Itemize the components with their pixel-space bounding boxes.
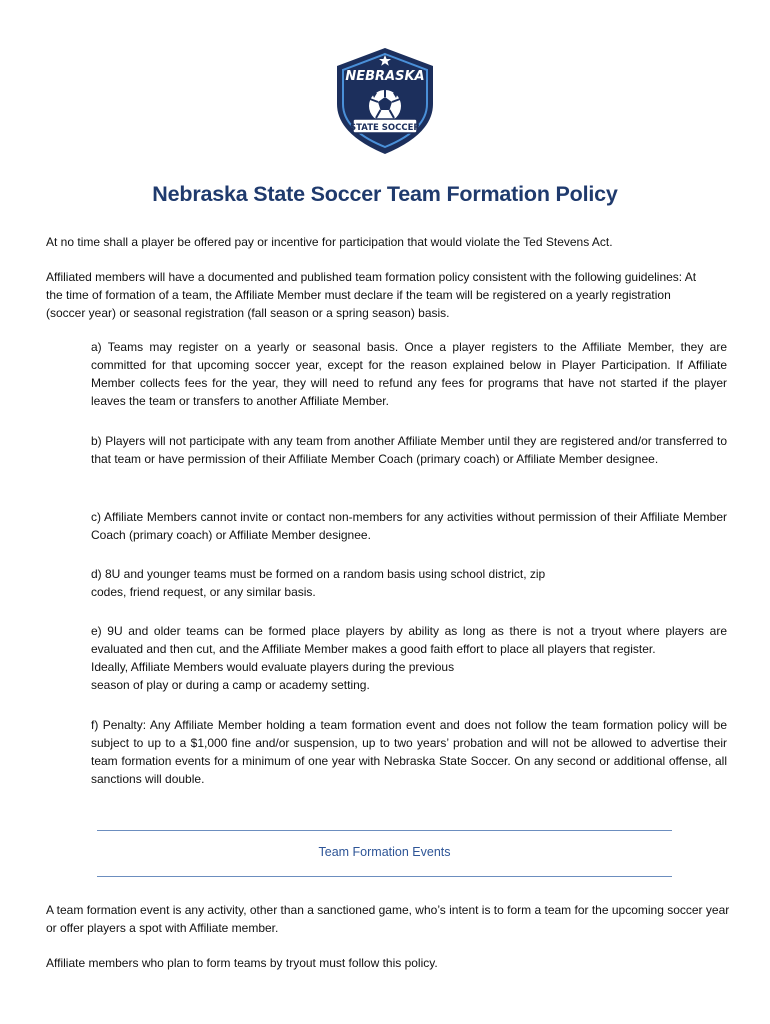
logo-text-top: NEBRASKA xyxy=(345,69,425,84)
policy-item-e xyxy=(91,622,727,694)
policy-item-e-line-4: season of play or during a camp or academy setting. xyxy=(91,678,370,692)
policy-item-d-line-1: d) 8U and younger teams must be formed on a random basis using school district, zip xyxy=(91,567,546,581)
section-divider-bottom xyxy=(97,876,672,877)
policy-item-d-line-2: codes, friend request, or any similar basis. xyxy=(91,585,316,599)
document-title: Nebraska State Soccer Team Formation Policy xyxy=(152,182,618,206)
intro-paragraph-2: Affiliated members will have a documented and published team formation policy consistent with the following guidelines: At the time of formation of a team, the Affiliate Member must declare if the team will be registered on a yearly registration (soccer year) or seasonal registration (fall season or a spring season) basis. xyxy=(46,270,697,320)
section-divider-top xyxy=(97,830,672,831)
policy-item-f: f) Penalty: Any Affiliate Member holding a team formation event and does not follow the team formation policy will be subject to up to a $1,000 fine and/or suspension, up to two years’ probation and will not be allowed to advertise their team formation events for a minimum of one year with Nebraska State Soccer. On any second or additional offense, all sanctions will double. xyxy=(91,718,727,786)
intro-paragraph-1: At no time shall a player be offered pay or incentive for participation that would violate the Ted Stevens Act. xyxy=(46,235,613,249)
events-paragraph-1: A team formation event is any activity, other than a sanctioned game, who’s intent is to form a team for the upcoming soccer year or offer players a spot with Affiliate member. xyxy=(46,903,730,935)
events-paragraph-2: Affiliate members who plan to form teams by tryout must follow this policy. xyxy=(46,956,438,970)
nebraska-state-soccer-logo xyxy=(333,46,437,156)
logo-text-bottom: STATE SOCCER xyxy=(350,123,420,133)
section-heading-team-formation-events: Team Formation Events xyxy=(318,845,451,859)
policy-item-e-line-3: Ideally, Affiliate Members would evaluate players during the previous xyxy=(91,660,455,674)
policy-item-d xyxy=(91,565,727,601)
policy-item-c: c) Affiliate Members cannot invite or contact non-members for any activities without permission of their Affiliate Member Coach (primary coach) or Affiliate Member designee. xyxy=(91,510,727,542)
policy-item-a: a) Teams may register on a yearly or seasonal basis. Once a player registers to the Affiliate Member, they are committed for that upcoming soccer year, except for the reason explained below in Player Participation. If Affiliate Member collects fees for the year, they will need to refund any fees for programs that have not started if the player leaves the team or transfers to another Affiliate Member. xyxy=(91,340,727,408)
shield-logo-icon xyxy=(333,46,437,156)
policy-item-e-main: e) 9U and older teams can be formed place players by ability as long as there is not a tryout where players are evaluated and then cut, and the Affiliate Member makes a good faith effort to place all players that register. xyxy=(91,624,727,656)
policy-item-b: b) Players will not participate with any team from another Affiliate Member until they are registered and/or transferred to that team or have permission of their Affiliate Member Coach (primary coach) or Affiliate Member designee. xyxy=(91,434,727,466)
